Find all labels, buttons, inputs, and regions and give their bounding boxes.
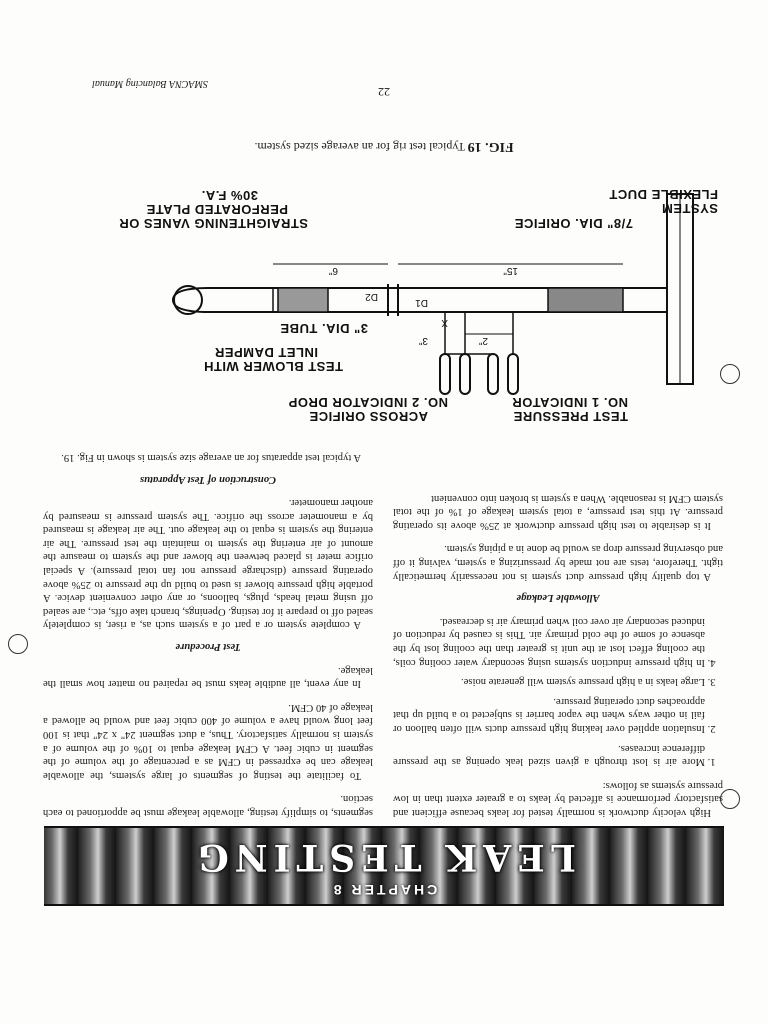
label-tube: 3" DIA. TUBE xyxy=(279,321,368,336)
duct-tube xyxy=(208,284,667,316)
label-indicator-1: NO. 1 INDICATOR xyxy=(511,395,628,410)
label-indicator-2: NO. 2 INDICATOR DROP xyxy=(288,395,448,410)
d1: D1 xyxy=(415,297,428,308)
dim-2: 2" xyxy=(478,335,488,346)
blower xyxy=(173,286,208,314)
label-vanes-2: PERFORATED PLATE xyxy=(146,202,288,217)
left-column xyxy=(393,481,723,819)
paragraph: It is desirable to test high pressure ductwork at 25% above its operating pressure. At this test pressure, a total system leakage of 1% of the total system CFM is reasonable. When a system is broken into convenient xyxy=(393,492,723,531)
reasons-list xyxy=(393,614,723,768)
figure-caption-text: Typical test rig for an average sized system. xyxy=(254,140,465,154)
label-indicator-2-sub: ACROSS ORIFICE xyxy=(309,409,428,424)
chapter-banner xyxy=(44,826,724,906)
right-column xyxy=(43,440,373,819)
system-pipe xyxy=(667,194,693,384)
label-vanes-1: STRAIGHTENING VANES OR xyxy=(118,216,308,231)
figure-caption xyxy=(0,138,768,154)
test-rig-diagram xyxy=(38,184,728,424)
label-indicator-1-sub: TEST PRESSURE xyxy=(513,409,628,424)
label-blower-1: TEST BLOWER WITH xyxy=(203,359,343,374)
paragraph: segments, to simplify testing, allowable leakage must be apportioned to each section. xyxy=(43,793,373,818)
label-flexible-duct: FLEXIBLE DUCT xyxy=(608,187,718,202)
page-number: 22 xyxy=(378,85,390,99)
running-footer: SMACNA Balancing Manual xyxy=(92,78,208,89)
paragraph: To facilitate the testing of segments of large systems, the allowable leakage can be expressed in CFM as a percentage of the volume of the segment in cubic feet. A CFM leakage equal to 10% of the volume of a system is normally satisfactory. Thus, a duct segment 24" x 24" that is 100 feet long would have a volume of 400 cubic feet and would be allowed a leakage of 40 CFM. xyxy=(43,701,373,781)
list-item: 2. Insulation applied over leaking high pressure ducts will often balloon or fail in other ways when the vapor barrier is subjected to a build up that approaches duct operating pressure. xyxy=(393,694,705,735)
dim-3: 3" xyxy=(418,335,428,346)
label-blower-2: INLET DAMPER xyxy=(214,345,318,360)
dim-x: X xyxy=(441,317,448,328)
paragraph: A typical test apparatus for an average size system is shown in Fig. 19. xyxy=(61,451,361,463)
d2: D2 xyxy=(365,291,378,302)
punch-hole xyxy=(720,364,740,384)
chapter-label: CHAPTER 8 xyxy=(330,882,438,898)
label-orifice: 7/8" DIA. ORIFICE xyxy=(514,216,633,231)
label-system: SYSTEM xyxy=(661,201,718,216)
chapter-title: LEAK TESTING xyxy=(192,836,577,878)
paragraph: In any event, all audible leaks must be repaired no matter how small the leakage. xyxy=(43,664,373,690)
dim-6: 6" xyxy=(328,265,338,276)
intro-paragraph: High velocity ductwork is normally tested for leaks because efficient and satisfactory performance is affected by leaks to a greater extent than in low pressure systems as follows: xyxy=(393,779,723,818)
punch-hole xyxy=(720,789,740,809)
section-heading: Allowable Leakage xyxy=(516,592,600,604)
paragraph: A top quality high pressure duct system is not necessarily hermetically tight. Therefore, tests are not made by pressurizing a system, valving it off and observing pressure drop as would be done in a piping system. xyxy=(393,543,723,582)
dim-15: 15" xyxy=(503,265,518,276)
list-item: 3. Large leaks in a high pressure system will generate noise. xyxy=(393,675,705,689)
label-vanes-3: 30% F.A. xyxy=(201,188,258,203)
figure-number: FIG. 19 xyxy=(467,139,514,154)
punch-hole xyxy=(8,634,28,654)
section-heading: Construction of Test Apparatus xyxy=(139,473,277,485)
list-item: 1. More air is lost through a given sized leak opening as the pressure difference increases. xyxy=(393,741,705,768)
list-item: 4. In high pressure induction systems using secondary water cooling coils, the cooling effect lost at the unit is greater than the cooling lost by the absence of some of the cold primary air. This is caused by reduction of induced secondary air over coil when primary air is decreased. xyxy=(393,614,705,668)
section-heading: Test Procedure xyxy=(175,641,241,653)
paragraph: A complete system or a part of a system such as, a riser, is completely sealed off to prepare it for testing. Openings, branch take offs, etc., are sealed off using metal heads, plugs, balloons, or any other convenient device. A portable high pressure blower is used to build up the pressure to 25% above operating pressure (discharge pressure not fan total pressure). A special orifice meter is placed between the blower and the system to measure the amount of air entering the system to maintain the test pressure. The air entering the system is equal to the leakage out. The air leakage is measured by a manometer across the orifice. The system pressure is measured by another manometer. xyxy=(43,497,373,631)
manometer-indicators xyxy=(440,312,518,394)
